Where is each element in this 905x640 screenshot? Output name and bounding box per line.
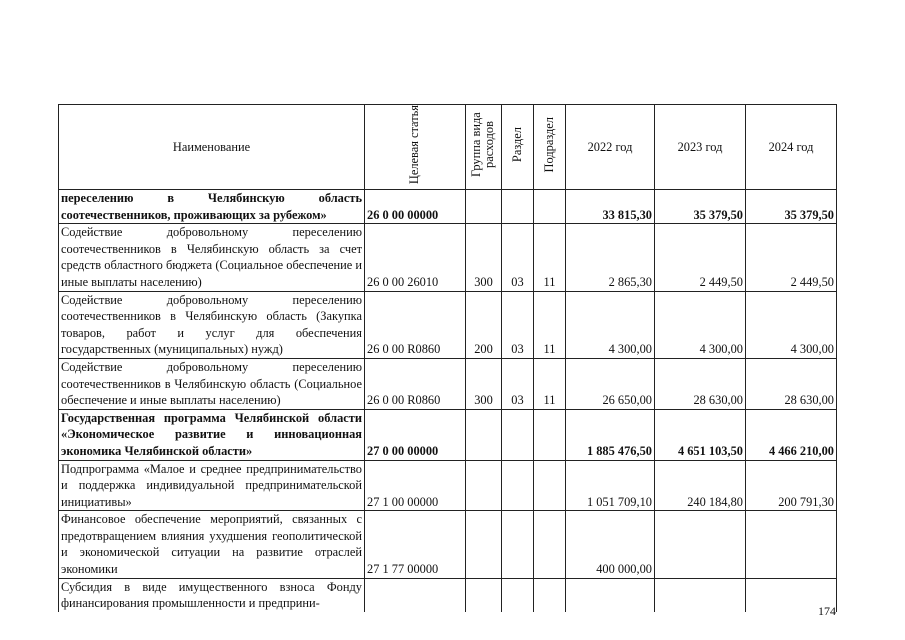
row-group xyxy=(466,578,502,612)
row-section: 03 xyxy=(502,358,534,409)
row-2022: 2 865,30 xyxy=(566,224,655,291)
row-2024: 200 791,30 xyxy=(746,460,837,511)
row-name: переселению в Челябинскую область соотечественников, проживающих за рубежом» xyxy=(59,190,365,224)
header-row xyxy=(59,105,837,190)
row-2024: 35 379,50 xyxy=(746,190,837,224)
row-name: Финансовое обеспечение мероприятий, связанных с предотвращением влияния ухудшения геополитической и экономической ситуации на развитие отраслей экономики xyxy=(59,511,365,578)
row-name: Субсидия в виде имущественного взноса Фонду финансирования промышленности и предприни- xyxy=(59,578,365,612)
row-section xyxy=(502,578,534,612)
table-row xyxy=(59,409,837,460)
row-2024: 2 449,50 xyxy=(746,224,837,291)
row-code xyxy=(365,578,466,612)
row-section xyxy=(502,409,534,460)
row-section: 03 xyxy=(502,224,534,291)
row-subsection xyxy=(534,511,566,578)
header-section: Раздел xyxy=(502,105,534,190)
row-name: Содействие добровольному переселению соотечественников в Челябинскую область за счет средств областного бюджета (Социальное обеспечение и иные выплаты населению) xyxy=(59,224,365,291)
row-2023 xyxy=(655,511,746,578)
row-2022: 26 650,00 xyxy=(566,358,655,409)
header-subsection: Подраздел xyxy=(534,105,566,190)
row-name: Содействие добровольному переселению соотечественников в Челябинскую область (Социальное обеспечение и иные выплаты населению) xyxy=(59,358,365,409)
row-code: 27 0 00 00000 xyxy=(365,409,466,460)
row-code: 27 1 00 00000 xyxy=(365,460,466,511)
row-2023: 4 300,00 xyxy=(655,291,746,358)
row-code: 27 1 77 00000 xyxy=(365,511,466,578)
row-2022: 33 815,30 xyxy=(566,190,655,224)
row-section: 03 xyxy=(502,291,534,358)
table-row xyxy=(59,190,837,224)
row-group: 300 xyxy=(466,358,502,409)
row-name: Государственная программа Челябинской области «Экономическое развитие и инновационная экономика Челябинской области» xyxy=(59,409,365,460)
row-2023: 4 651 103,50 xyxy=(655,409,746,460)
table-row xyxy=(59,358,837,409)
table-row xyxy=(59,511,837,578)
row-subsection xyxy=(534,190,566,224)
row-code: 26 0 00 R0860 xyxy=(365,358,466,409)
table-row xyxy=(59,291,837,358)
row-name: Содействие добровольному переселению соотечественников в Челябинскую область (Закупка товаров, работ и услуг для обеспечения государственных (муниципальных) нужд) xyxy=(59,291,365,358)
row-subsection: 11 xyxy=(534,291,566,358)
row-code: 26 0 00 26010 xyxy=(365,224,466,291)
row-2024: 4 466 210,00 xyxy=(746,409,837,460)
row-2023 xyxy=(655,578,746,612)
header-group: Группа вида расходов xyxy=(466,105,502,190)
row-group: 300 xyxy=(466,224,502,291)
table-row xyxy=(59,224,837,291)
row-2023: 28 630,00 xyxy=(655,358,746,409)
header-2022: 2022 год xyxy=(566,105,655,190)
row-group: 200 xyxy=(466,291,502,358)
table-row xyxy=(59,460,837,511)
page-number: 174 xyxy=(818,604,836,618)
row-code: 26 0 00 R0860 xyxy=(365,291,466,358)
row-2023: 240 184,80 xyxy=(655,460,746,511)
row-2022: 1 051 709,10 xyxy=(566,460,655,511)
row-group xyxy=(466,409,502,460)
header-2024: 2024 год xyxy=(746,105,837,190)
header-name: Наименование xyxy=(59,105,365,190)
row-group xyxy=(466,190,502,224)
row-2022: 400 000,00 xyxy=(566,511,655,578)
row-name: Подпрограмма «Малое и среднее предпринимательство и поддержка индивидуальной предпринимательской инициативы» xyxy=(59,460,365,511)
row-group xyxy=(466,511,502,578)
row-subsection: 11 xyxy=(534,224,566,291)
row-2022: 4 300,00 xyxy=(566,291,655,358)
row-2023: 2 449,50 xyxy=(655,224,746,291)
row-2024: 4 300,00 xyxy=(746,291,837,358)
header-target: Целевая статья xyxy=(365,105,466,190)
row-section xyxy=(502,460,534,511)
row-section xyxy=(502,190,534,224)
row-subsection: 11 xyxy=(534,358,566,409)
row-2022: 1 885 476,50 xyxy=(566,409,655,460)
row-2023: 35 379,50 xyxy=(655,190,746,224)
header-2023: 2023 год xyxy=(655,105,746,190)
row-subsection xyxy=(534,409,566,460)
row-subsection xyxy=(534,460,566,511)
row-2024: 28 630,00 xyxy=(746,358,837,409)
row-code: 26 0 00 00000 xyxy=(365,190,466,224)
budget-table xyxy=(58,104,837,612)
row-group xyxy=(466,460,502,511)
table-row xyxy=(59,578,837,612)
row-section xyxy=(502,511,534,578)
row-2022 xyxy=(566,578,655,612)
row-2024 xyxy=(746,511,837,578)
row-subsection xyxy=(534,578,566,612)
